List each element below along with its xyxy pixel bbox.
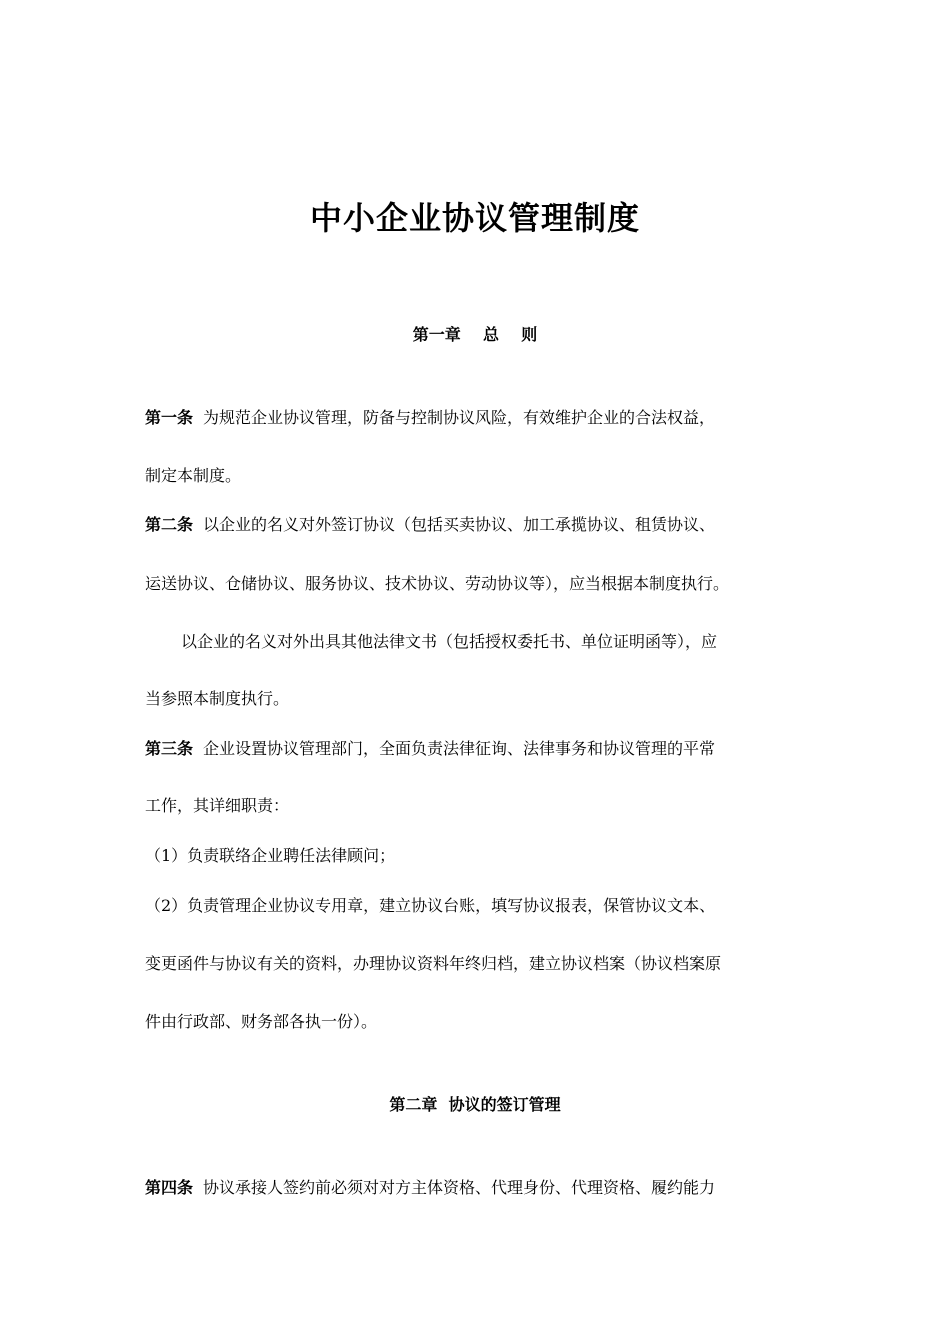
chapter-2-heading: 第二章 协议的签订管理: [389, 1095, 561, 1114]
article-2-text-1: 以企业的名义对外签订协议（包括买卖协议、加工承揽协议、租赁协议、: [203, 515, 716, 534]
article-2-line-2: 运送协议、仓储协议、服务协议、技术协议、劳动协议等），应当根据本制度执行。: [145, 574, 730, 593]
article-2-label: 第二条: [145, 515, 194, 534]
chapter-1-heading: 第一章 总 则: [412, 325, 538, 344]
article-3-item-2-line-1: （2）负责管理企业协议专用章，建立协议台账，填写协议报表，保管协议文本、: [145, 896, 716, 915]
article-3-item-2-line-2: 变更函件与协议有关的资料，办理协议资料年终归档，建立协议档案（协议档案原: [145, 954, 722, 973]
article-1-text-1: 为规范企业协议管理，防备与控制协议风险，有效维护企业的合法权益，: [203, 408, 716, 427]
article-3-line-2: 工作，其详细职责：: [145, 796, 290, 815]
article-4-text-1: 协议承接人签约前必须对对方主体资格、代理身份、代理资格、履约能力: [203, 1178, 716, 1197]
article-2-line-4: 当参照本制度执行。: [145, 689, 290, 708]
article-3-label: 第三条: [145, 739, 194, 758]
article-1-line-1: [145, 407, 825, 429]
article-4-label: 第四条: [145, 1178, 194, 1197]
article-3-item-1: （1）负责联络企业聘任法律顾问；: [145, 846, 396, 865]
document-title: 中小企业协议管理制度: [309, 199, 640, 237]
article-2-line-1: [145, 514, 825, 536]
article-2-line-3: 以企业的名义对外出具其他法律文书（包括授权委托书、单位证明函等），应: [181, 632, 718, 651]
article-1-line-2: 制定本制度。: [145, 466, 242, 485]
article-3-line-1: [145, 738, 825, 760]
article-4-line-1: [145, 1177, 825, 1199]
article-3-text-1: 企业设置协议管理部门，全面负责法律征询、法律事务和协议管理的平常: [203, 739, 716, 758]
article-3-item-2-line-3: 件由行政部、财务部各执一份）。: [145, 1012, 378, 1031]
article-1-label: 第一条: [145, 408, 194, 427]
